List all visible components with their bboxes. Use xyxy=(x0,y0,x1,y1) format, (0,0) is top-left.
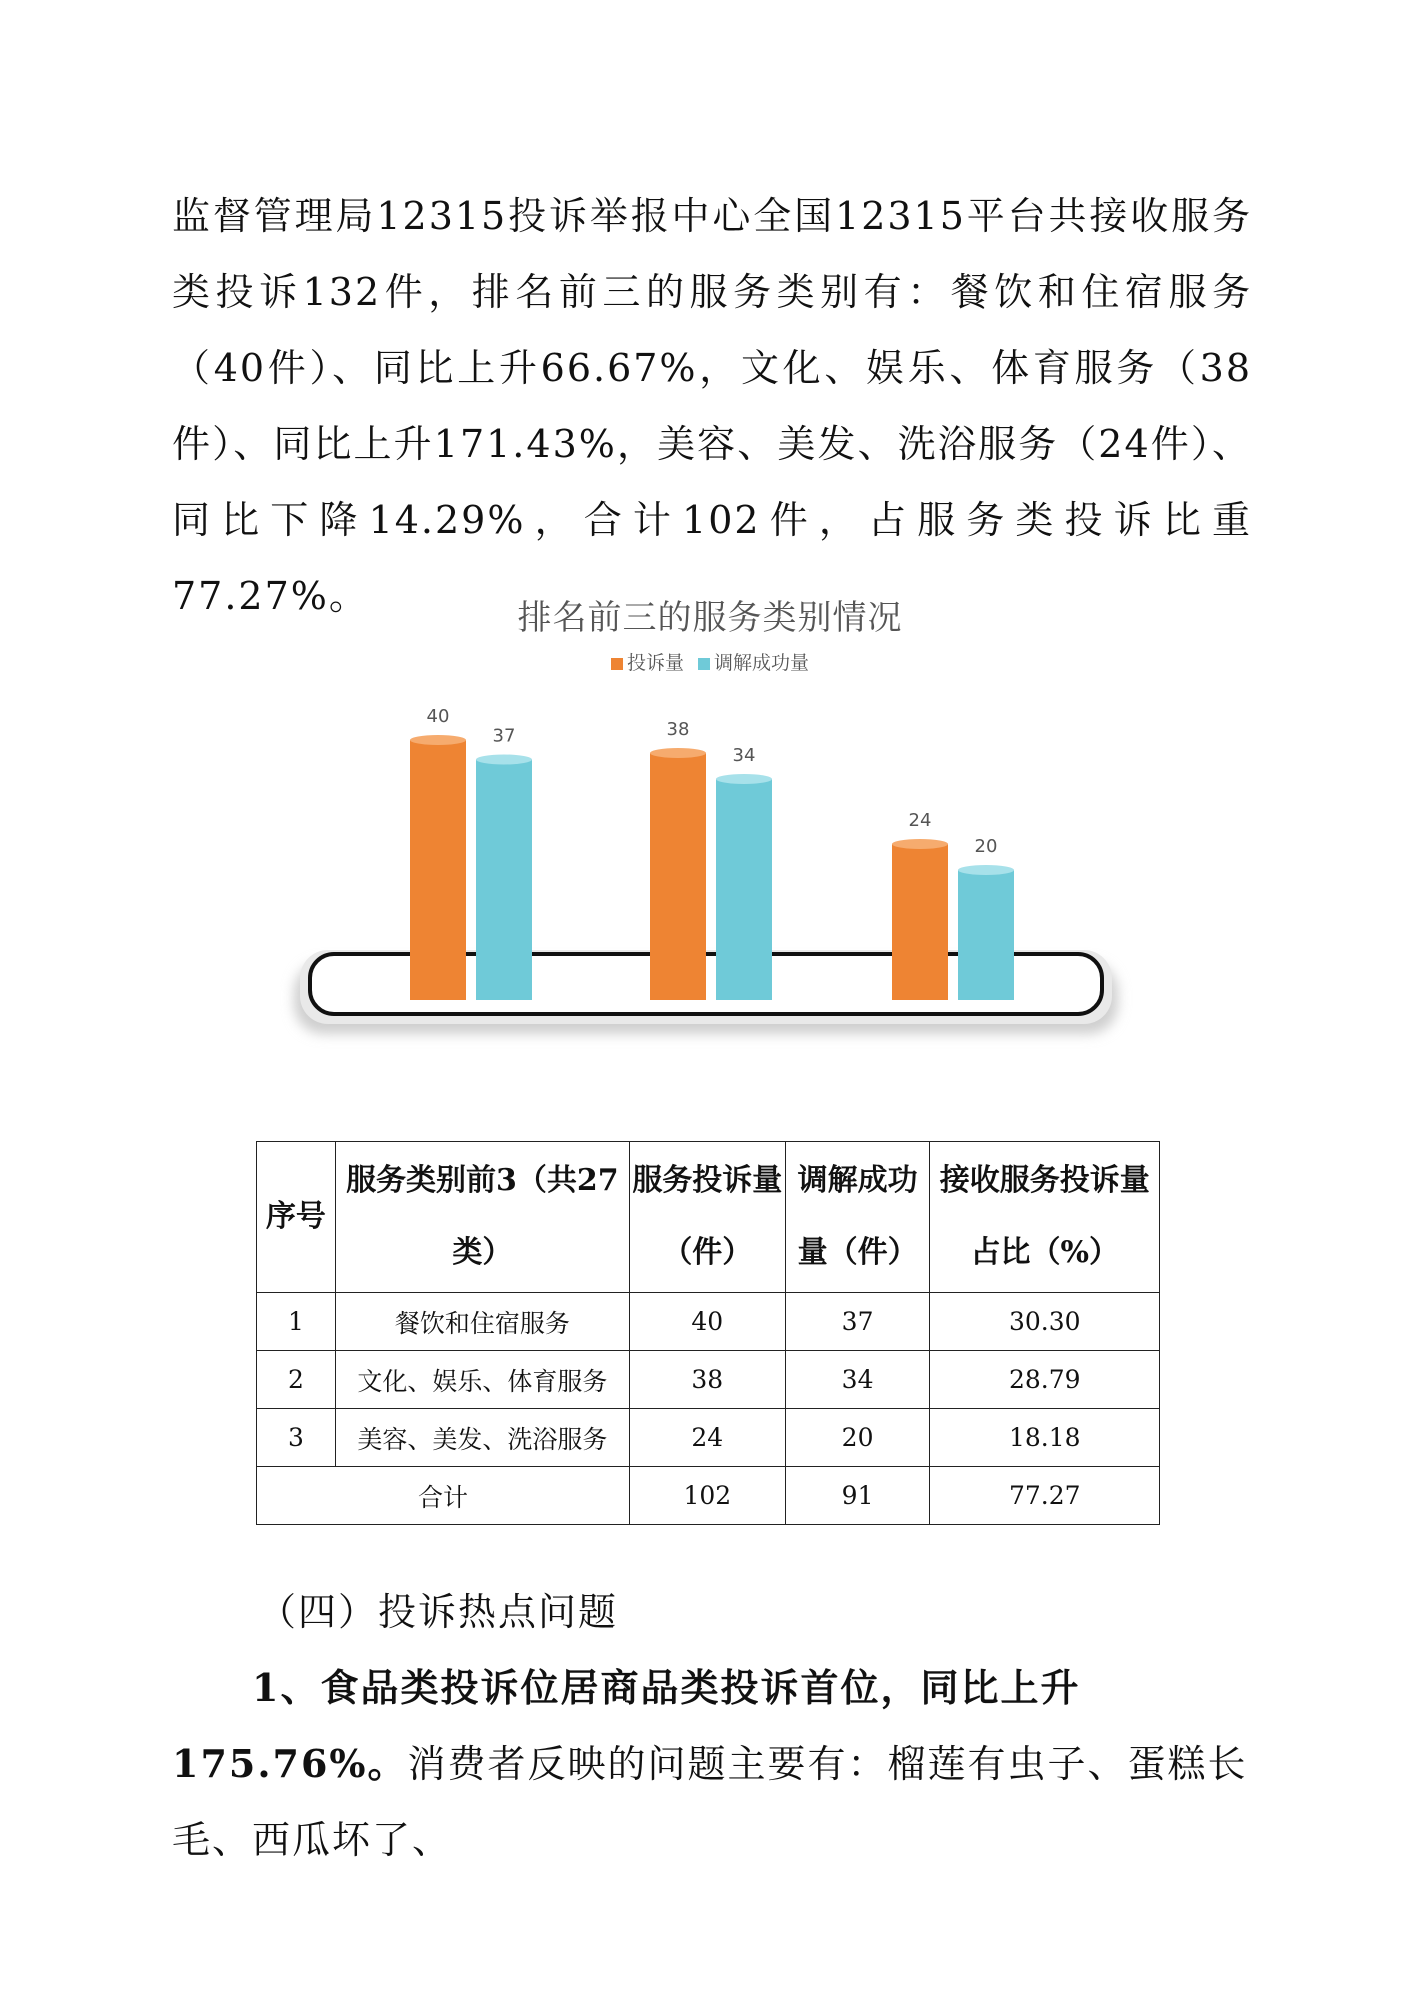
cell-share: 28.79 xyxy=(930,1351,1160,1409)
bar-cap xyxy=(650,748,706,758)
bar-value-label: 40 xyxy=(426,706,450,727)
bar-cap xyxy=(476,755,532,765)
hotspot-paragraph xyxy=(172,1650,1252,1878)
cell-index: 3 xyxy=(257,1409,336,1467)
bar-cap xyxy=(410,735,466,745)
cell-complaints: 24 xyxy=(629,1409,785,1467)
bar-cap xyxy=(958,865,1014,875)
service-stats-table xyxy=(256,1141,1160,1525)
table-row xyxy=(257,1351,1160,1409)
legend-label-complaints: 投诉量 xyxy=(626,652,684,674)
bar-value-label: 38 xyxy=(666,719,690,740)
hotspot-text: 消费者反映的问题主要有：榴莲有虫子、蛋糕长毛、西瓜坏了、 xyxy=(172,1742,1248,1862)
cell-total-label: 合计 xyxy=(257,1467,630,1525)
cell-complaints: 38 xyxy=(629,1351,785,1409)
cell-share: 18.18 xyxy=(930,1409,1160,1467)
cell-mediated: 20 xyxy=(785,1409,930,1467)
bar-mediated-3 xyxy=(958,870,1014,1000)
cell-total-share: 77.27 xyxy=(930,1467,1160,1525)
bar-complaints-1 xyxy=(410,740,466,1000)
cell-mediated: 34 xyxy=(785,1351,930,1409)
cell-mediated: 37 xyxy=(785,1293,930,1351)
section-heading: （四）投诉热点问题 xyxy=(258,1590,619,1634)
bar-complaints-2 xyxy=(650,753,706,1000)
legend-label-mediated: 调解成功量 xyxy=(714,652,810,674)
bar-mediated-2 xyxy=(716,779,772,1000)
cell-category: 餐饮和住宿服务 xyxy=(335,1293,629,1351)
chart-title: 排名前三的服务类别情况 xyxy=(517,598,903,638)
bar-cap xyxy=(892,839,948,849)
chart-plot-area xyxy=(280,590,1140,1100)
bar-value-label: 37 xyxy=(492,725,516,747)
cell-total-complaints: 102 xyxy=(629,1467,785,1525)
cell-category: 美容、美发、洗浴服务 xyxy=(335,1409,629,1467)
bar-cap xyxy=(716,774,772,784)
bar-value-label: 34 xyxy=(732,745,756,766)
cell-index: 2 xyxy=(257,1351,336,1409)
cell-total-mediated: 91 xyxy=(785,1467,930,1525)
header-complaints: 服务投诉量（件） xyxy=(629,1142,785,1293)
header-category: 服务类别前3（共27类） xyxy=(335,1142,629,1293)
bar-mediated-1 xyxy=(476,760,532,1001)
bar-value-label: 24 xyxy=(908,810,932,831)
cell-index: 1 xyxy=(257,1293,336,1351)
header-index: 序号 xyxy=(257,1142,336,1293)
bar-complaints-3 xyxy=(892,844,948,1000)
cell-category: 文化、娱乐、体育服务 xyxy=(335,1351,629,1409)
bar-value-label: 20 xyxy=(974,836,998,857)
table-header-row xyxy=(257,1142,1160,1293)
header-share: 接收服务投诉量占比（%） xyxy=(930,1142,1160,1293)
table-row xyxy=(257,1293,1160,1351)
cell-complaints: 40 xyxy=(629,1293,785,1351)
hotspot-lead: 1、食品类投诉位居商品类投诉首位，同比上升175.76%。 xyxy=(172,1665,1081,1786)
table-row xyxy=(257,1409,1160,1467)
intro-paragraph: 监督管理局12315投诉举报中心全国12315平台共接收服务类投诉132件，排名前三的服务类别有：餐饮和住宿服务（40件）、同比上升66.67%，文化、娱乐、体育服务（38件）、同比上升171.43%，美容、美发、洗浴服务（24件）、同比下降14.29%，合计102件，占服务类投诉比重77.27%。 xyxy=(172,194,1252,618)
service-category-chart xyxy=(280,590,1140,1100)
header-mediated: 调解成功量（件） xyxy=(785,1142,930,1293)
cell-share: 30.30 xyxy=(930,1293,1160,1351)
table-total-row xyxy=(257,1467,1160,1525)
